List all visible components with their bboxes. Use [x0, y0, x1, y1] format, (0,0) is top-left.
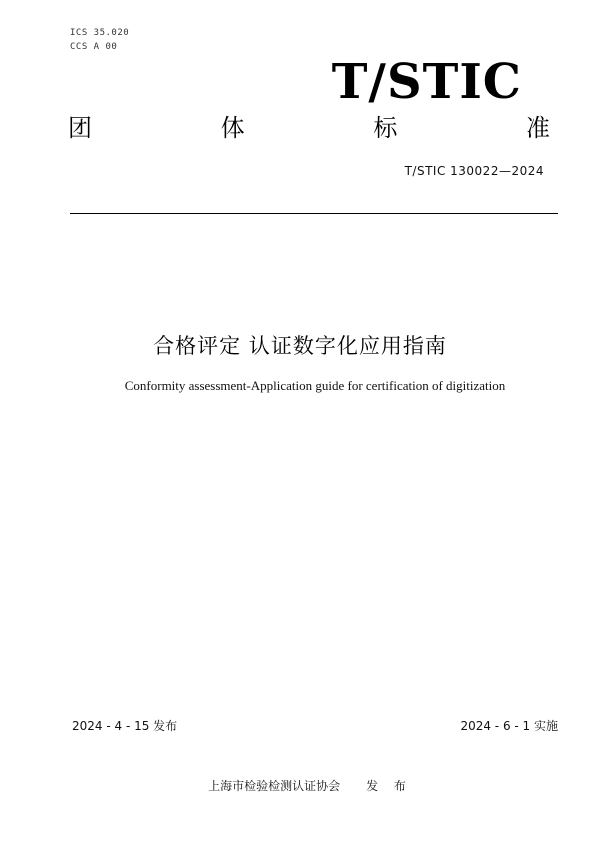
standard-logo: T/STIC	[331, 54, 522, 110]
standard-number: T/STIC 130022—2024	[404, 164, 544, 178]
publisher-name: 上海市检验检测认证协会	[208, 779, 341, 793]
publish-label: 发 布	[366, 779, 412, 793]
document-title-chinese: 合格评定 认证数字化应用指南	[153, 334, 447, 358]
standard-type-char: 准	[525, 114, 550, 142]
publisher-line	[0, 777, 600, 794]
ics-code: ICS 35.020	[70, 28, 130, 38]
standard-type-heading	[68, 116, 550, 140]
issue-date: 2024 - 4 - 15 发布	[72, 719, 178, 733]
document-title-english: Conformity assessment-Application guide for certification of digitization	[124, 378, 506, 393]
header-divider	[70, 213, 558, 214]
ccs-code: CCS A 00	[70, 42, 118, 52]
standard-type-char: 标	[373, 114, 398, 142]
standard-type-char: 体	[220, 114, 245, 142]
standard-type-char: 团	[68, 114, 92, 142]
implementation-date: 2024 - 6 - 1 实施	[460, 719, 558, 733]
